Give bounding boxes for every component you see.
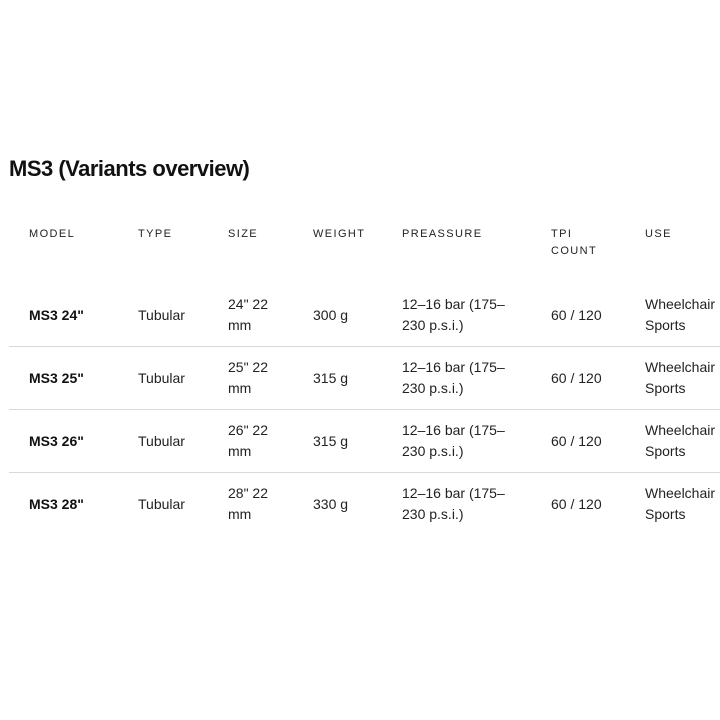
header-size: SIZE [228,228,259,240]
table-row [9,473,720,536]
model-cell: MS3 25" [9,347,118,410]
pressure-cell: 12–16 bar (175–230 p.s.i.) [382,473,531,536]
model-cell: MS3 28" [9,473,118,536]
variants-table [9,222,720,535]
type-cell: Tubular [118,410,208,473]
use-cell: Wheelchair Sports [625,347,720,410]
pressure-cell: 12–16 bar (175–230 p.s.i.) [382,410,531,473]
header-use: USE [645,228,672,240]
weight-cell: 315 g [293,347,382,410]
tpi-cell: 60 / 120 [531,473,625,536]
use-cell: Wheelchair Sports [625,473,720,536]
table-row [9,410,720,473]
model-cell: MS3 24" [29,306,84,323]
size-cell: 24" 22 mm [228,296,269,333]
type-cell: Tubular [118,473,208,536]
tpi-cell: 60 / 120 [531,347,625,410]
pressure-cell: 12–16 bar (175–230 p.s.i.) [402,296,505,333]
table-header-row [9,222,720,284]
header-tpi-count: TPI COUNT [551,228,598,257]
type-cell: Tubular [118,347,208,410]
size-cell: 28" 22 mm [208,473,293,536]
type-cell: Tubular [138,306,185,323]
use-cell: Wheelchair Sports [645,296,716,333]
use-cell: Wheelchair Sports [625,410,720,473]
header-model: MODEL [29,228,76,240]
tpi-cell: 60 / 120 [531,410,625,473]
header-type: TYPE [138,228,173,240]
header-weight: WEIGHT [313,228,366,240]
header-pressure: PREASSURE [402,228,483,240]
size-cell: 25" 22 mm [208,347,293,410]
table-row [9,284,720,347]
tpi-cell: 60 / 120 [551,306,602,323]
model-cell: MS3 26" [9,410,118,473]
weight-cell: 300 g [313,306,349,323]
size-cell: 26" 22 mm [208,410,293,473]
pressure-cell: 12–16 bar (175–230 p.s.i.) [382,347,531,410]
page-title: MS3 (Variants overview) [9,156,250,181]
weight-cell: 315 g [293,410,382,473]
weight-cell: 330 g [293,473,382,536]
table-row [9,347,720,410]
